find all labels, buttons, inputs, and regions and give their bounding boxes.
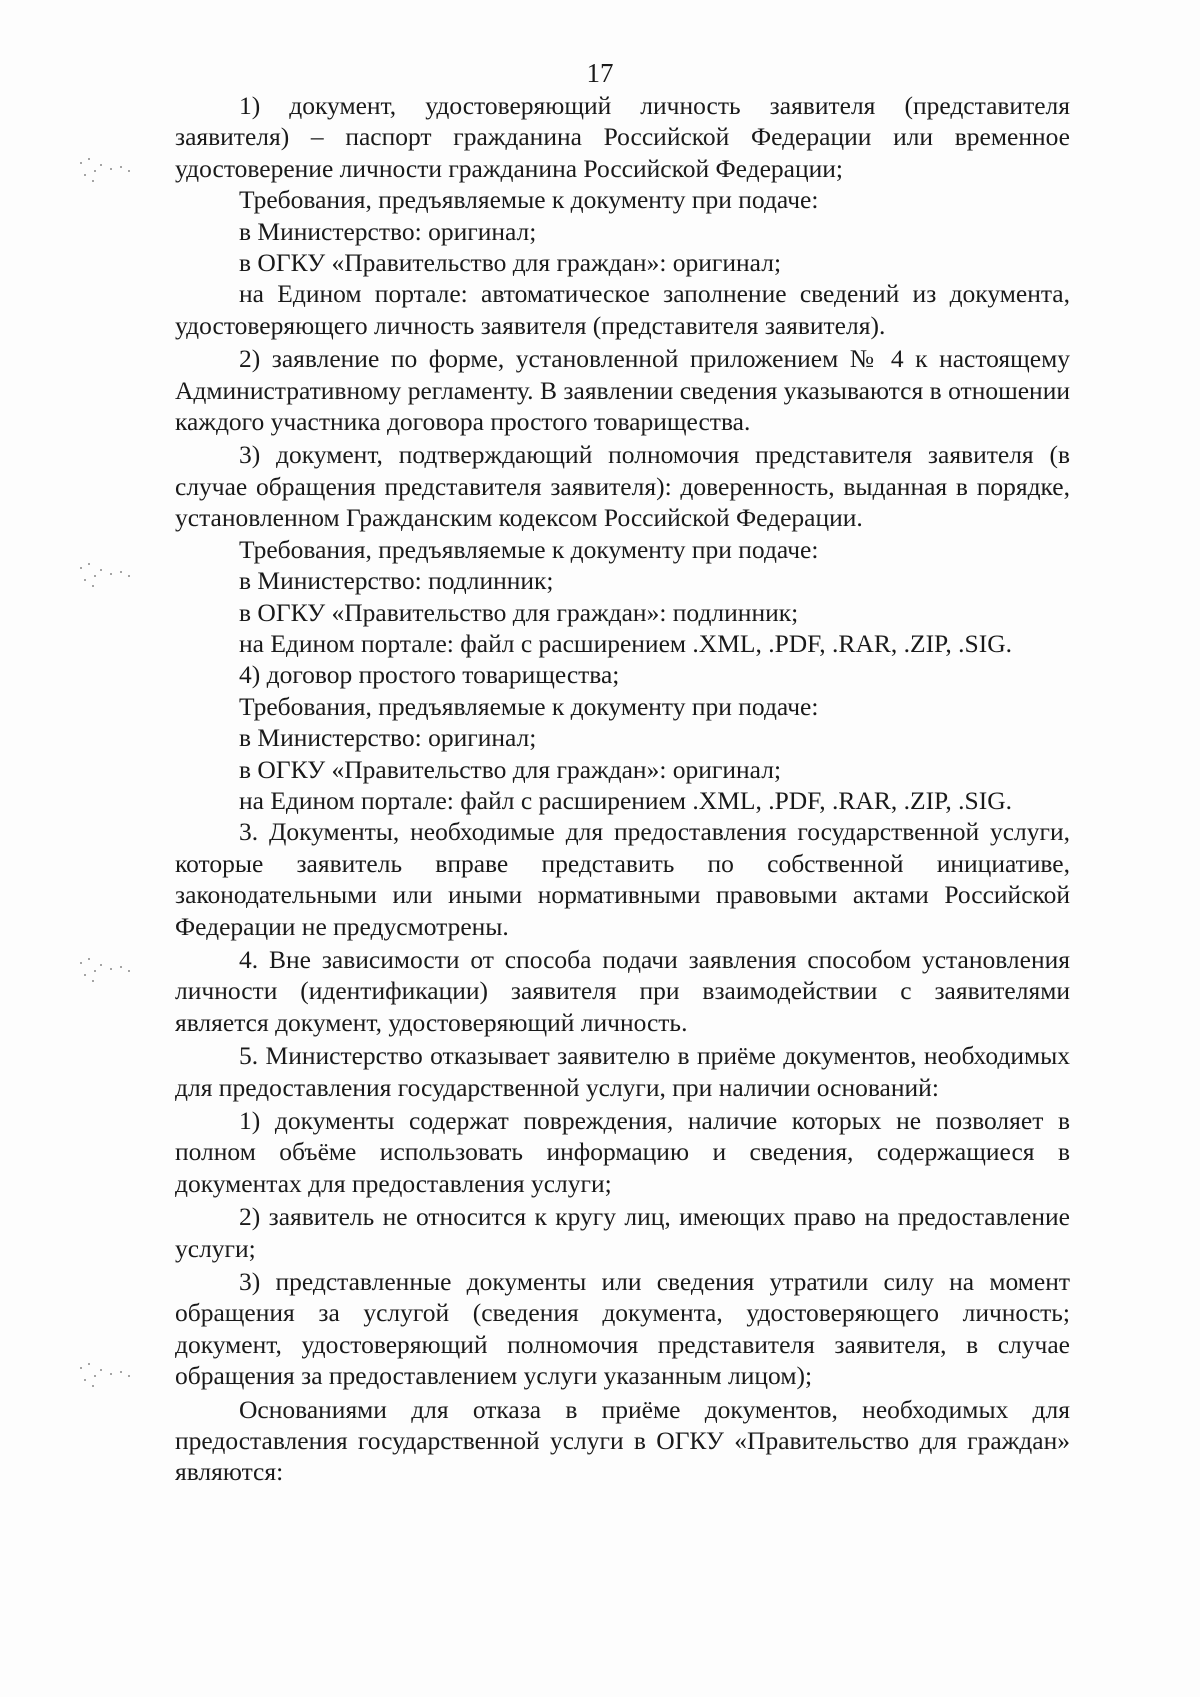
page-number: 17: [586, 58, 614, 88]
paragraph: в ОГКУ «Правительство для граждан»: оригинал;: [239, 248, 782, 278]
paragraph: в Министерство: оригинал;: [239, 216, 537, 246]
paragraph: 4) договор простого товарищества;: [239, 660, 620, 690]
paragraph: 2) заявитель не относится к кругу лиц, имеющих право на предоставление услуги;: [175, 1202, 1070, 1263]
paragraph: на Едином портале: файл с расширением .XML, .PDF, .RAR, .ZIP, .SIG.: [239, 628, 1013, 658]
paragraph: 2) заявление по форме, установленной приложением № 4 к настоящему Административному регламенту. В заявлении сведения указываются в отношении каждого участника договора простого товарищества.: [175, 344, 1070, 437]
paragraph: 3. Документы, необходимые для предоставления государственной услуги, которые заявитель вправе представить по собственной инициативе, законодательными или иными нормативными правовыми актами Российской Федерации не предусмотрены.: [175, 817, 1070, 941]
paragraph: 1) документы содержат повреждения, наличие которых не позволяет в полном объёме использовать информацию и сведения, содержащиеся в документах для предоставления услуги;: [175, 1106, 1070, 1198]
paragraph: Требования, предъявляемые к документу при подаче:: [239, 534, 819, 564]
scan-artifact: [70, 150, 150, 190]
paragraph: 3) документ, подтверждающий полномочия представителя заявителя (в случае обращения представителя заявителя): доверенность, выданная в порядке, установленном Гражданским кодексом Российской Федерации.: [175, 440, 1070, 533]
scan-artifact: [70, 555, 150, 595]
paragraph: Основаниями для отказа в приёме документов, необходимых для предоставления государственной услуги в ОГКУ «Правительство для граждан» являются:: [175, 1394, 1070, 1487]
scan-artifact: [70, 1355, 150, 1395]
paragraph: 3) представленные документы или сведения утратили силу на момент обращения за услугой (сведения документа, удостоверяющего личность; документ, удостоверяющий полномочия представителя заявителя, в случае обращения за предоставлением услуги указанным лицом);: [175, 1267, 1070, 1391]
paragraph: 4. Вне зависимости от способа подачи заявления способом установления личности (идентификации) заявителя при взаимодействии с заявителями является документ, удостоверяющий личность.: [175, 944, 1070, 1037]
paragraph: Требования, предъявляемые к документу при подаче:: [239, 691, 819, 721]
paragraph: в ОГКУ «Правительство для граждан»: оригинал;: [239, 754, 782, 784]
paragraph: 1) документ, удостоверяющий личность заявителя (представителя заявителя) – паспорт гражданина Российской Федерации или временное удостоверение личности гражданина Российской Федерации;: [175, 91, 1070, 183]
paragraph: на Едином портале: файл с расширением .XML, .PDF, .RAR, .ZIP, .SIG.: [239, 785, 1013, 815]
paragraph: на Едином портале: автоматическое заполнение сведений из документа, удостоверяющего личность заявителя (представителя заявителя).: [175, 279, 1070, 340]
paragraph: 5. Министерство отказывает заявителю в приёме документов, необходимых для предоставления государственной услуги, при наличии оснований:: [175, 1041, 1070, 1102]
paragraph: Требования, предъявляемые к документу при подаче:: [239, 185, 819, 215]
paragraph: в Министерство: подлинник;: [239, 566, 554, 596]
paragraph: в Министерство: оригинал;: [239, 723, 537, 753]
scan-artifact: [70, 950, 150, 990]
document-body: [175, 90, 1070, 1488]
paragraph: в ОГКУ «Правительство для граждан»: подлинник;: [239, 597, 799, 627]
